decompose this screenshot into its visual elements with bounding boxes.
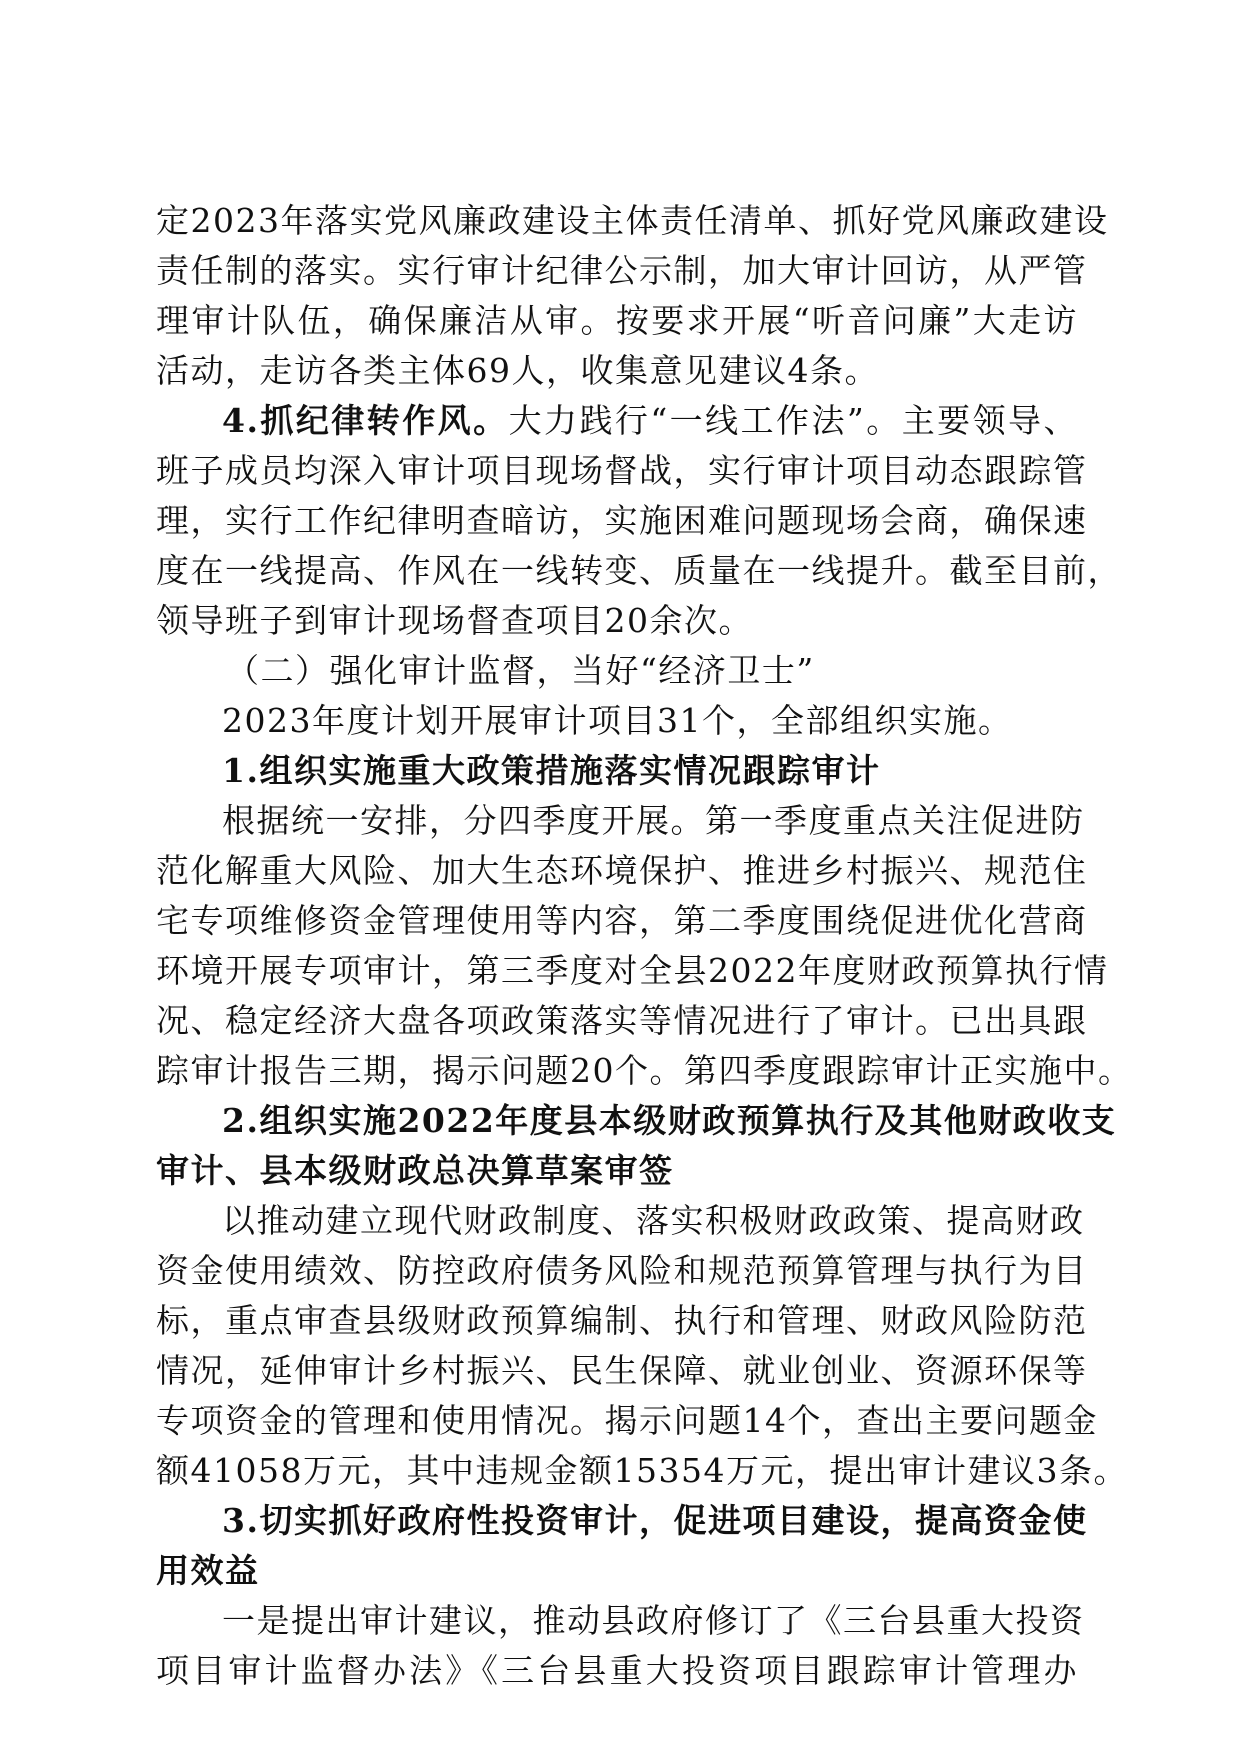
section-heading: 审计、县本级财政总决算草案审签	[156, 1151, 674, 1190]
paragraph-line: 2023年度计划开展审计项目31个，全部组织实施。	[222, 701, 1013, 740]
paragraph-line: 责任制的落实。实行审计纪律公示制，加大审计回访，从严管	[156, 251, 1088, 290]
paragraph-line: 资金使用绩效、防控政府债务风险和规范预算管理与执行为目	[156, 1251, 1088, 1290]
section-title: （二）强化审计监督，当好“经济卫士”	[226, 651, 815, 690]
document-page	[156, 196, 1133, 1696]
paragraph-line: 以推动建立现代财政制度、落实积极财政政策、提高财政	[222, 1201, 1085, 1240]
section-heading: 2.组织实施2022年度县本级财政预算执行及其他财政收支	[222, 1101, 1117, 1140]
paragraph-line: 定2023年落实党风廉政建设主体责任清单、抓好党风廉政建设	[156, 201, 1109, 240]
paragraph-line: 项目审计监督办法》《三台县重大投资项目跟踪审计管理办	[156, 1651, 1078, 1690]
paragraph-line: 理，实行工作纪律明查暗访，实施困难问题现场会商，确保速	[156, 501, 1088, 540]
paragraph-line: 专项资金的管理和使用情况。揭示问题14个，查出主要问题金	[156, 1401, 1098, 1440]
paragraph-line: 根据统一安排，分四季度开展。第一季度重点关注促进防	[222, 801, 1085, 840]
paragraph-line: 宅专项维修资金管理使用等内容，第二季度围绕促进优化营商	[156, 901, 1088, 940]
paragraph-line: 理审计队伍，确保廉洁从审。按要求开展“听音问廉”大走访	[156, 301, 1078, 340]
section-heading: 3.切实抓好政府性投资审计，促进项目建设，提高资金使	[222, 1501, 1088, 1540]
paragraph-line: 踪审计报告三期，揭示问题20个。第四季度跟踪审计正实施中。	[156, 1051, 1133, 1090]
paragraph-line: 况、稳定经济大盘各项政策落实等情况进行了审计。已出具跟	[156, 1001, 1088, 1040]
section-heading: 1.组织实施重大政策措施落实情况跟踪审计	[222, 751, 881, 790]
section-heading: 4.抓纪律转作风。	[222, 401, 509, 440]
paragraph-line: 班子成员均深入审计项目现场督战，实行审计项目动态跟踪管	[156, 451, 1088, 490]
section-heading: 用效益	[156, 1551, 260, 1590]
paragraph-line: 额41058万元，其中违规金额15354万元，提出审计建议3条。	[156, 1451, 1128, 1490]
heading-line	[156, 396, 1078, 446]
paragraph-line: 一是提出审计建议，推动县政府修订了《三台县重大投资	[222, 1601, 1085, 1640]
paragraph-line: 度在一线提高、作风在一线转变、质量在一线提升。截至目前，	[156, 551, 1122, 590]
paragraph-line: 情况，延伸审计乡村振兴、民生保障、就业创业、资源环保等	[156, 1351, 1088, 1390]
paragraph-line: 范化解重大风险、加大生态环境保护、推进乡村振兴、规范住	[156, 851, 1088, 890]
paragraph-text: 大力践行“一线工作法”。主要领导、	[508, 401, 1079, 440]
paragraph-line: 标，重点审查县级财政预算编制、执行和管理、财政风险防范	[156, 1301, 1088, 1340]
paragraph-line: 领导班子到审计现场督查项目20余次。	[156, 601, 753, 640]
paragraph-line: 活动，走访各类主体69人，收集意见建议4条。	[156, 351, 879, 390]
paragraph-line: 环境开展专项审计，第三季度对全县2022年度财政预算执行情	[156, 951, 1109, 990]
